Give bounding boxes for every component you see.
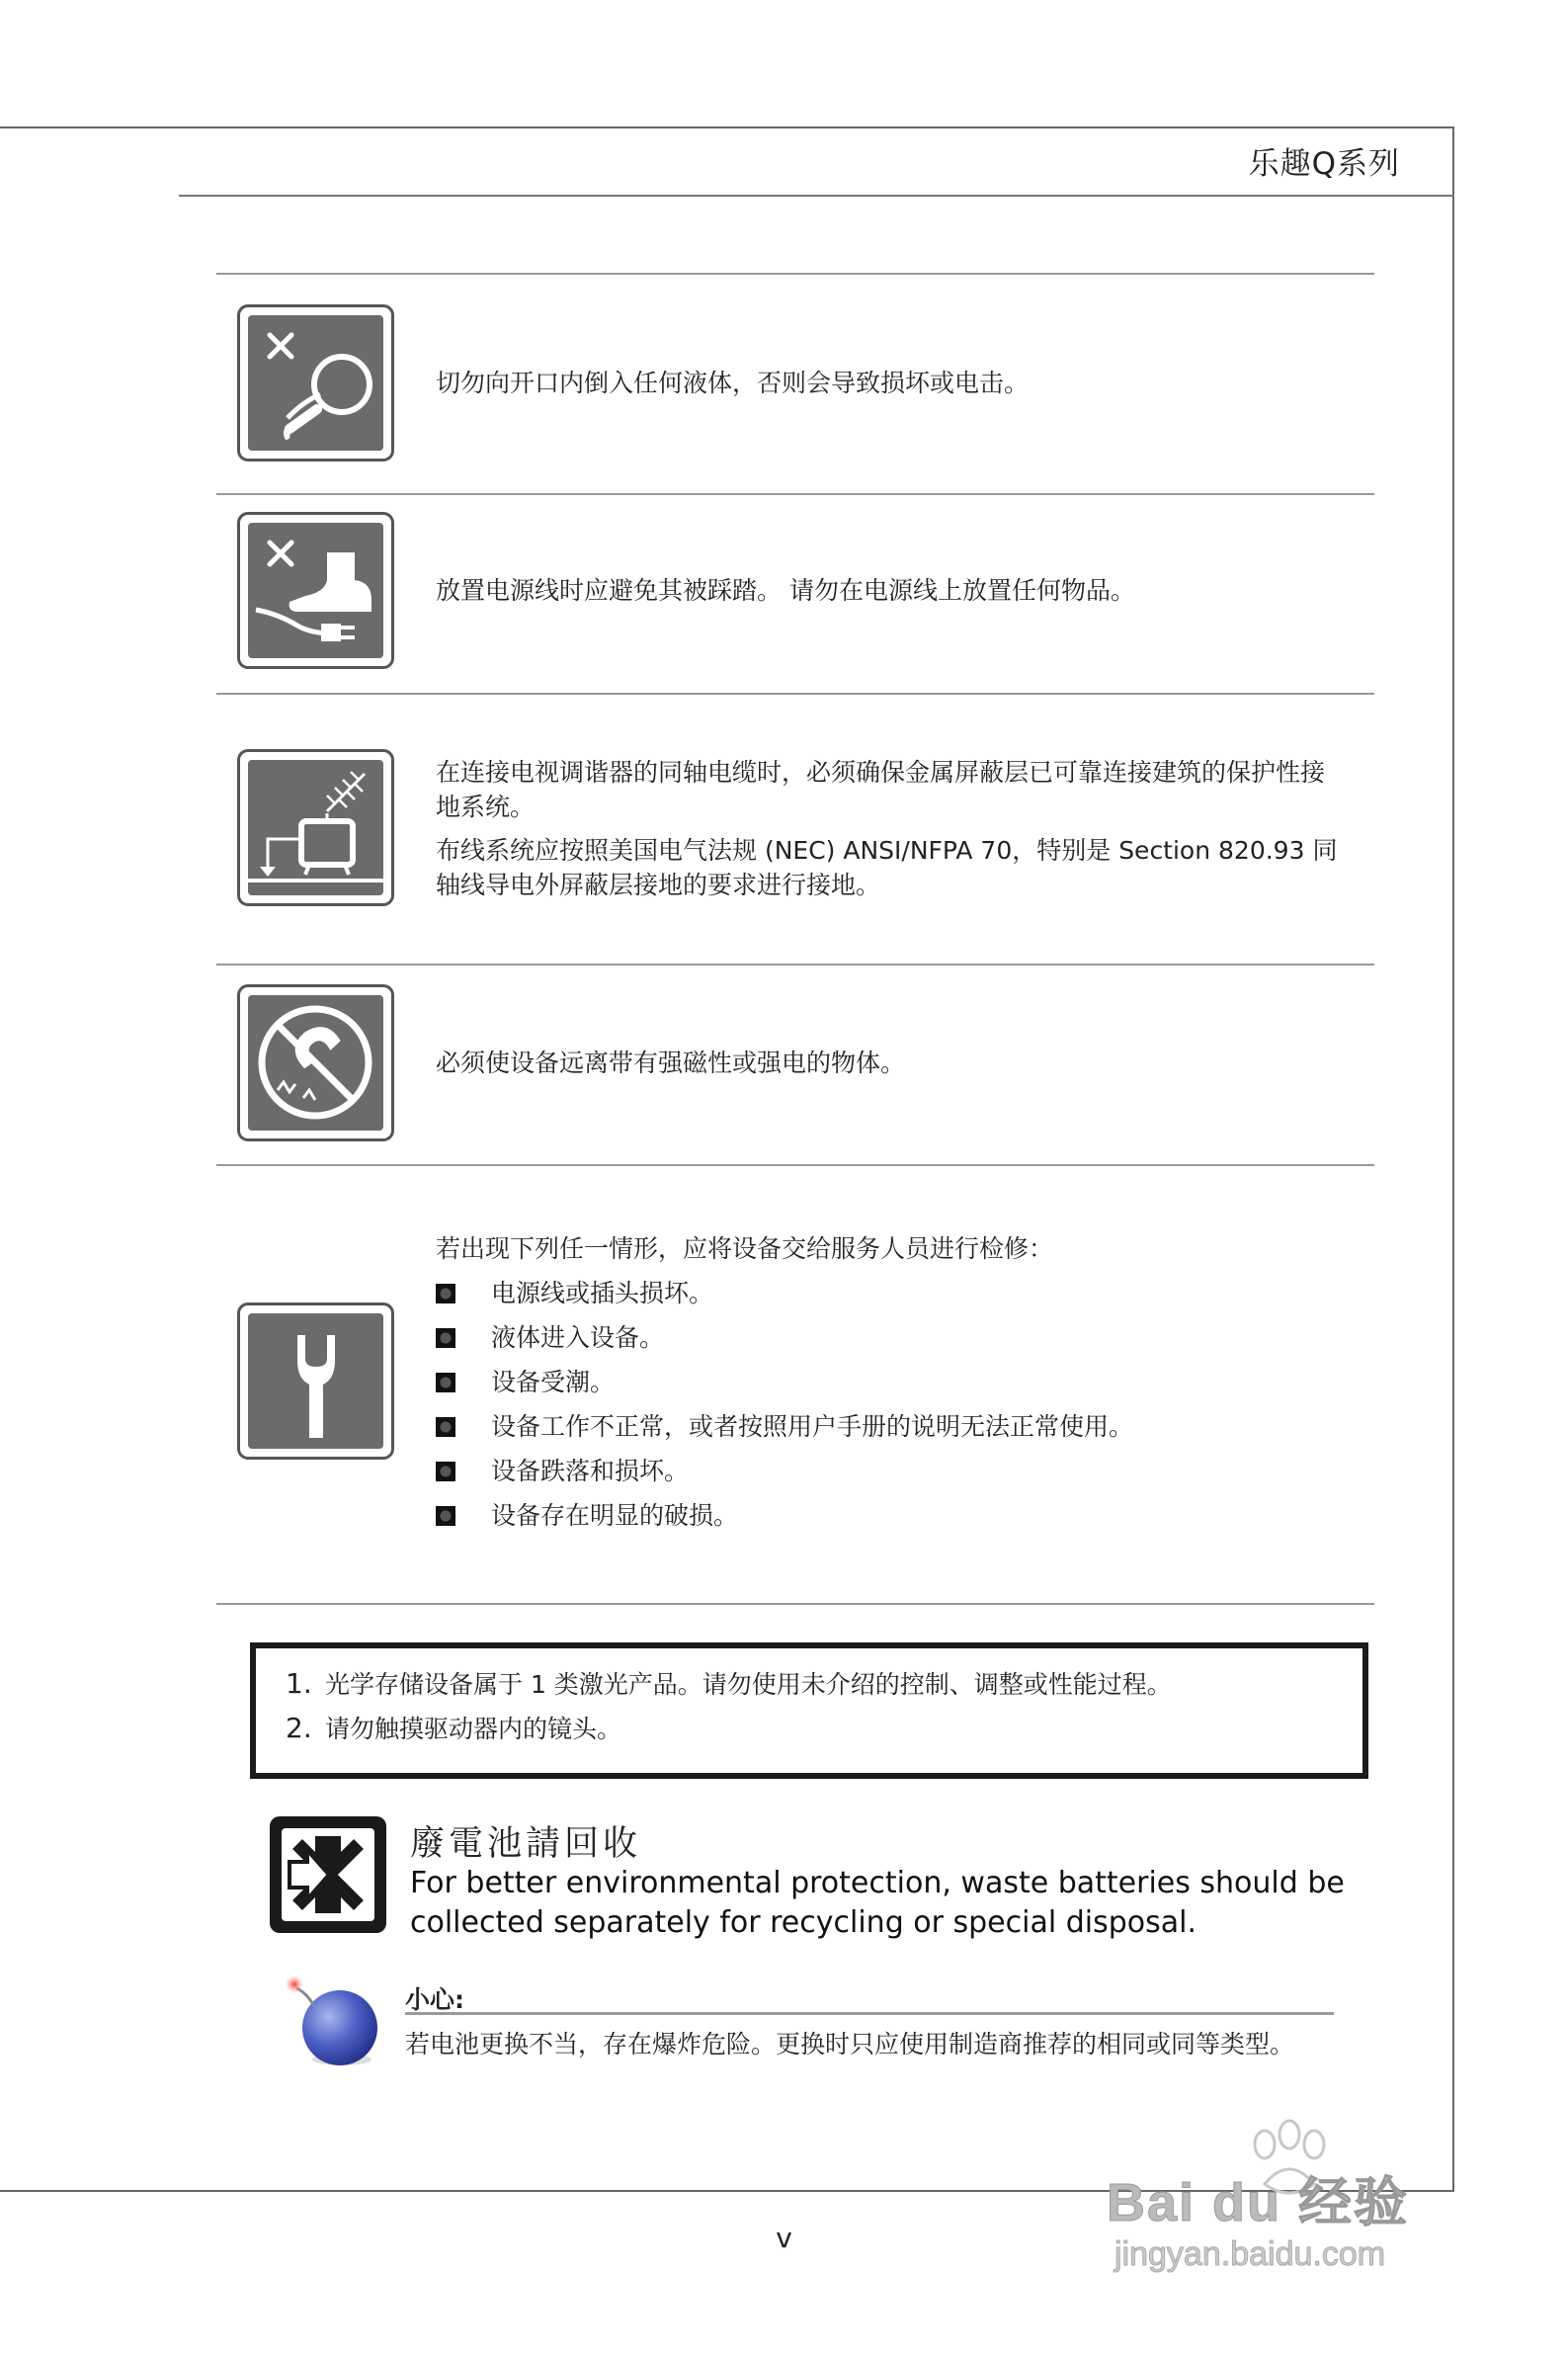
list-item: 液体进入设备。 xyxy=(436,1315,1133,1360)
notice-item: 1. 光学存储设备属于 1 类激光产品。请勿使用未介绍的控制、调整或性能过程。 xyxy=(286,1667,1172,1700)
warning-magnet-text: 必须使设备远离带有强磁性或强电的物体。 xyxy=(436,1049,906,1077)
bullet-icon xyxy=(436,1284,455,1303)
warning-liquid-text: 切勿向开口内倒入任何液体，否则会导致损坏或电击。 xyxy=(436,369,1030,397)
section-divider xyxy=(216,273,1374,275)
list-item: 设备跌落和损坏。 xyxy=(436,1449,1133,1493)
bullet-icon xyxy=(436,1373,455,1392)
section-divider xyxy=(216,1164,1374,1166)
caution-text: 若电池更换不当，存在爆炸危险。更换时只应使用制造商推荐的相同或同等类型。 xyxy=(405,2030,1295,2059)
section-divider xyxy=(216,493,1374,495)
list-item: 电源线或插头损坏。 xyxy=(436,1271,1133,1315)
bullet-icon xyxy=(436,1417,455,1437)
watermark-brand: Bai du 经验 xyxy=(1107,2173,1410,2232)
warning-power-cord-text: 放置电源线时应避免其被踩踏。 请勿在电源线上放置任何物品。 xyxy=(436,576,1135,605)
section-divider xyxy=(216,693,1374,695)
right-border-line xyxy=(1452,126,1454,2191)
laser-notice-box xyxy=(250,1642,1368,1779)
service-intro-text: 若出现下列任一情形，应将设备交给服务人员进行检修： xyxy=(436,1234,1054,1263)
warning-antenna-text-2: 布线系统应按照美国电气法规 (NEC) ANSI/NFPA 70，特别是 Section 820.93 同轴线导电外屏蔽层接地的要求进行接地。 xyxy=(436,836,1338,899)
bullet-icon xyxy=(436,1328,455,1348)
no-liquid-icon xyxy=(237,304,394,462)
no-magnet-icon xyxy=(237,984,394,1141)
caution-label: 小心: xyxy=(405,1985,464,2014)
header-rule xyxy=(179,195,1454,197)
service-list xyxy=(436,1271,1133,1538)
top-border-line xyxy=(0,126,1454,128)
no-step-cord-icon xyxy=(237,512,394,669)
antenna-ground-icon xyxy=(237,749,394,906)
list-item: 设备工作不正常，或者按照用户手册的说明无法正常使用。 xyxy=(436,1404,1133,1449)
section-divider xyxy=(216,964,1374,966)
warning-antenna-text-1: 在连接电视调谐器的同轴电缆时，必须确保金属屏蔽层已可靠连接建筑的保护性接地系统。 xyxy=(436,758,1326,821)
battery-recycle-title: 廢電池請回收 xyxy=(410,1824,642,1864)
page-number: v xyxy=(776,2222,792,2254)
notice-item: 2. 请勿触摸驱动器内的镜头。 xyxy=(286,1712,622,1744)
list-item: 设备受潮。 xyxy=(436,1360,1133,1404)
section-divider xyxy=(216,1603,1374,1605)
bullet-icon xyxy=(436,1462,455,1481)
watermark-url: jingyan.baidu.com xyxy=(1114,2235,1386,2273)
caution-rule xyxy=(405,2012,1334,2015)
list-item: 设备存在明显的破损。 xyxy=(436,1493,1133,1538)
bomb-caution-icon xyxy=(281,1967,389,2075)
bullet-icon xyxy=(436,1506,455,1526)
battery-recycle-text: For better environmental protection, waste batteries should be collected separately for recycling or special disposal. xyxy=(410,1866,1345,1940)
wrench-icon xyxy=(237,1303,394,1460)
header-title: 乐趣Q系列 xyxy=(1248,146,1400,182)
battery-recycle-icon xyxy=(268,1814,388,1935)
